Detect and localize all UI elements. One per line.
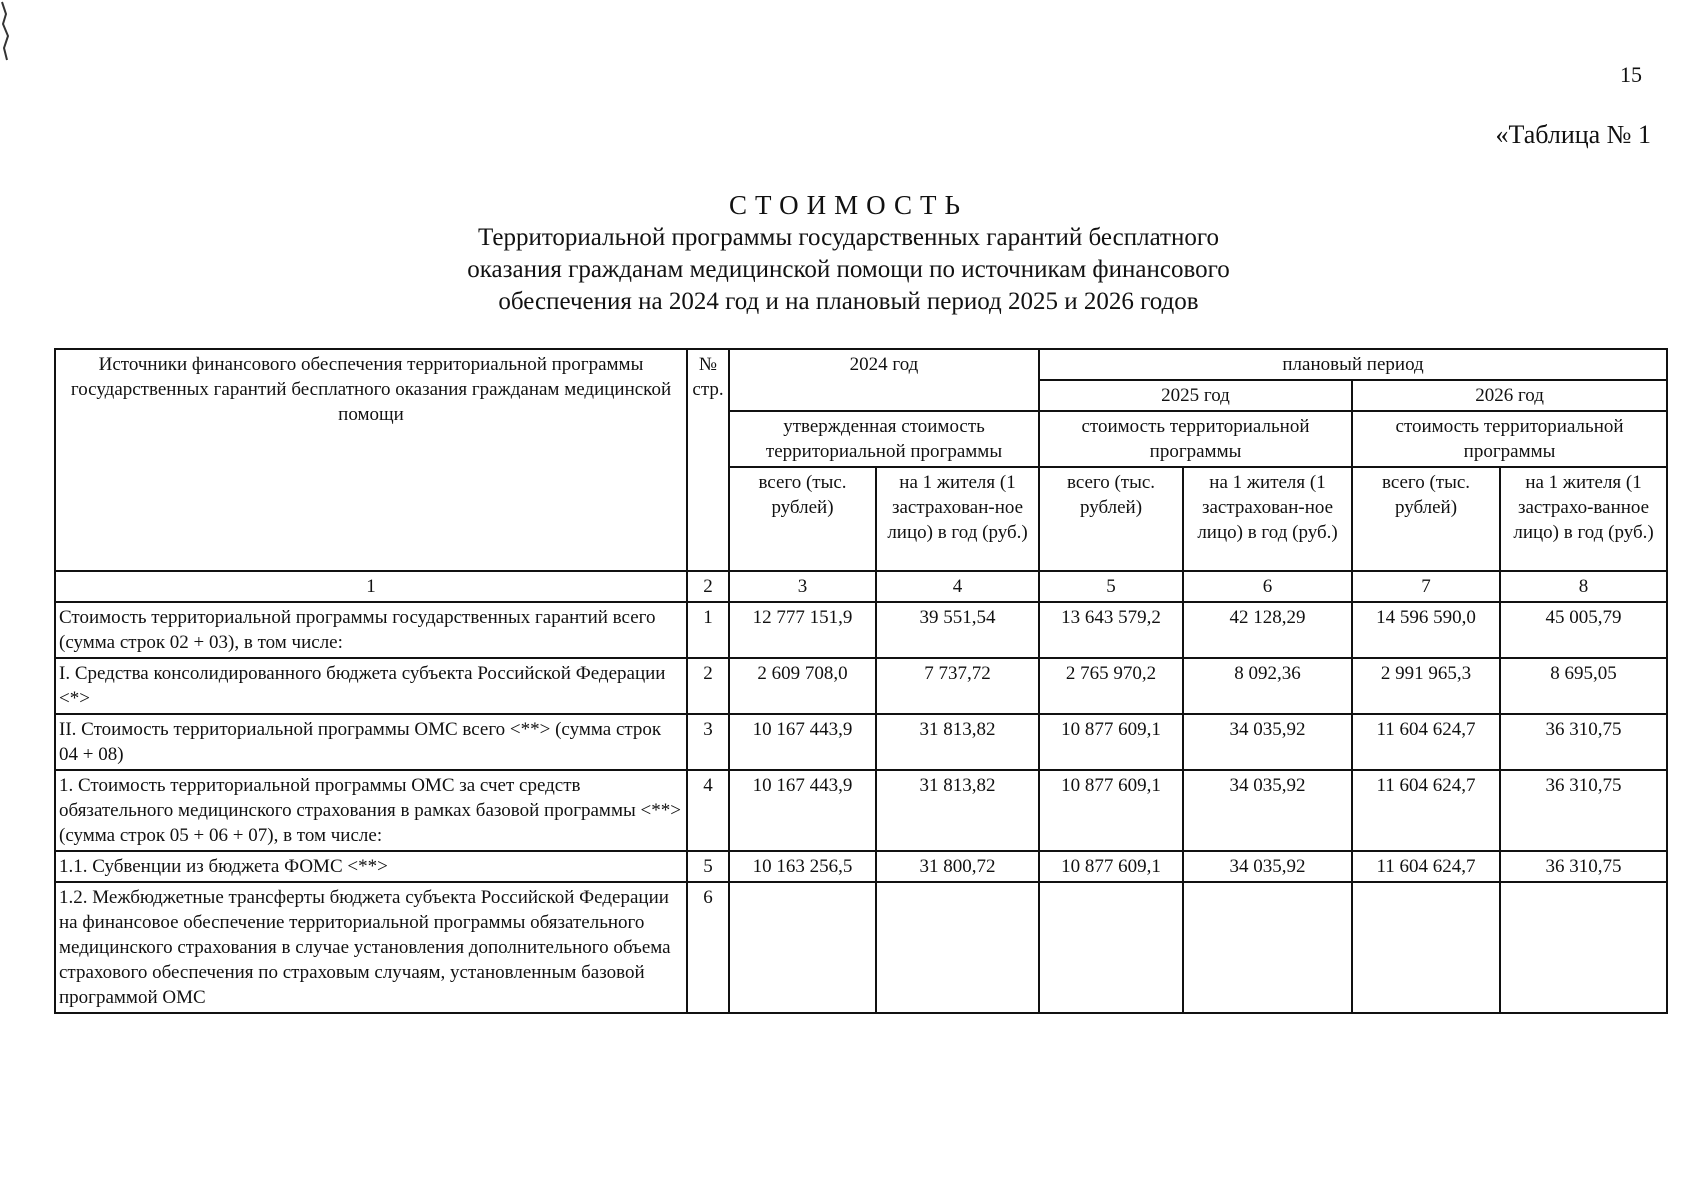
cell-per-capita-2024: 39 551,54 xyxy=(876,602,1039,658)
header-total-2024: всего (тыс. рублей) xyxy=(729,467,876,571)
cell-per-capita-2026 xyxy=(1500,882,1667,1013)
cell-total-2026: 14 596 590,0 xyxy=(1352,602,1500,658)
table-row xyxy=(55,770,1667,851)
cell-total-2026: 11 604 624,7 xyxy=(1352,770,1500,851)
cell-total-2025: 13 643 579,2 xyxy=(1039,602,1183,658)
cell-total-2025 xyxy=(1039,882,1183,1013)
cell-total-2026: 11 604 624,7 xyxy=(1352,714,1500,770)
cell-per-capita-2024: 31 813,82 xyxy=(876,770,1039,851)
row-number: 5 xyxy=(687,851,729,882)
cell-per-capita-2024 xyxy=(876,882,1039,1013)
header-program-cost-2025: стоимость территориальной программы xyxy=(1039,411,1352,467)
subtitle-line: оказания гражданам медицинской помощи по источникам финансового xyxy=(467,256,1230,283)
table-row xyxy=(55,851,1667,882)
table-row xyxy=(55,714,1667,770)
cell-per-capita-2025: 8 092,36 xyxy=(1183,658,1352,714)
row-label: 1.1. Субвенции из бюджета ФОМС <**> xyxy=(55,851,687,882)
document-title: СТОИМОСТЬ xyxy=(729,190,968,220)
table-row xyxy=(55,658,1667,714)
cost-table xyxy=(54,348,1668,1014)
cell-per-capita-2024: 31 813,82 xyxy=(876,714,1039,770)
header-row-number: № стр. xyxy=(687,349,729,571)
cell-total-2025: 10 877 609,1 xyxy=(1039,851,1183,882)
header-per-capita-2026: на 1 жителя (1 застрахо-ванное лицо) в год (руб.) xyxy=(1500,467,1667,571)
cell-total-2024: 10 167 443,9 xyxy=(729,770,876,851)
cell-per-capita-2025: 34 035,92 xyxy=(1183,714,1352,770)
cell-per-capita-2026: 45 005,79 xyxy=(1500,602,1667,658)
cell-per-capita-2025 xyxy=(1183,882,1352,1013)
cell-total-2026 xyxy=(1352,882,1500,1013)
column-number: 7 xyxy=(1352,571,1500,602)
header-total-2025: всего (тыс. рублей) xyxy=(1039,467,1183,571)
column-number: 2 xyxy=(687,571,729,602)
row-number: 6 xyxy=(687,882,729,1013)
cell-total-2026: 11 604 624,7 xyxy=(1352,851,1500,882)
cell-total-2024: 10 167 443,9 xyxy=(729,714,876,770)
header-source: Источники финансового обеспечения территориальной программы государственных гарантий бесплатного оказания гражданам медицинской помощи xyxy=(55,349,687,571)
column-number: 1 xyxy=(55,571,687,602)
header-year-2026: 2026 год xyxy=(1352,380,1667,411)
document-subtitle xyxy=(0,222,1697,318)
column-numbers-row xyxy=(55,571,1667,602)
row-number: 3 xyxy=(687,714,729,770)
scan-artifact xyxy=(0,0,14,70)
cell-per-capita-2025: 42 128,29 xyxy=(1183,602,1352,658)
header-per-capita-2024: на 1 жителя (1 застрахован-ное лицо) в год (руб.) xyxy=(876,467,1039,571)
header-per-capita-2025: на 1 жителя (1 застрахован-ное лицо) в год (руб.) xyxy=(1183,467,1352,571)
table-row xyxy=(55,602,1667,658)
header-year-2025: 2025 год xyxy=(1039,380,1352,411)
cell-per-capita-2025: 34 035,92 xyxy=(1183,851,1352,882)
column-number: 8 xyxy=(1500,571,1667,602)
row-number: 2 xyxy=(687,658,729,714)
header-program-cost-2026: стоимость территориальной программы xyxy=(1352,411,1667,467)
cell-per-capita-2025: 34 035,92 xyxy=(1183,770,1352,851)
cell-total-2025: 2 765 970,2 xyxy=(1039,658,1183,714)
header-planned-period: плановый период xyxy=(1039,349,1667,380)
cell-total-2025: 10 877 609,1 xyxy=(1039,770,1183,851)
cell-per-capita-2024: 31 800,72 xyxy=(876,851,1039,882)
table-caption: «Таблица № 1 xyxy=(1495,120,1651,149)
cell-per-capita-2024: 7 737,72 xyxy=(876,658,1039,714)
row-number: 1 xyxy=(687,602,729,658)
header-row-1 xyxy=(55,349,1667,380)
cell-per-capita-2026: 36 310,75 xyxy=(1500,770,1667,851)
cell-per-capita-2026: 36 310,75 xyxy=(1500,714,1667,770)
header-total-2026: всего (тыс. рублей) xyxy=(1352,467,1500,571)
header-approved-cost: утвержденная стоимость территориальной программы xyxy=(729,411,1039,467)
cell-total-2024: 12 777 151,9 xyxy=(729,602,876,658)
row-number: 4 xyxy=(687,770,729,851)
table-row xyxy=(55,882,1667,1013)
row-label: 1. Стоимость территориальной программы ОМС за счет средств обязательного медицинского страхования в рамках базовой программы <**> (сумма строк 05 + 06 + 07), в том числе: xyxy=(55,770,687,851)
cell-total-2025: 10 877 609,1 xyxy=(1039,714,1183,770)
column-number: 5 xyxy=(1039,571,1183,602)
cell-per-capita-2026: 8 695,05 xyxy=(1500,658,1667,714)
header-year-2024: 2024 год xyxy=(729,349,1039,411)
row-label: 1.2. Межбюджетные трансферты бюджета субъекта Российской Федерации на финансовое обеспечение территориальной программы обязательного медицинского страхования в случае установления дополнительного объема страхового обеспечения по страховым случаям, установленным базовой программой ОМС xyxy=(55,882,687,1013)
subtitle-line: Территориальной программы государственных гарантий бесплатного xyxy=(478,224,1219,251)
page-number: 15 xyxy=(1620,62,1642,87)
cell-total-2026: 2 991 965,3 xyxy=(1352,658,1500,714)
row-label: I. Средства консолидированного бюджета субъекта Российской Федерации <*> xyxy=(55,658,687,714)
cell-total-2024: 2 609 708,0 xyxy=(729,658,876,714)
column-number: 3 xyxy=(729,571,876,602)
column-number: 6 xyxy=(1183,571,1352,602)
row-label: II. Стоимость территориальной программы ОМС всего <**> (сумма строк 04 + 08) xyxy=(55,714,687,770)
cell-per-capita-2026: 36 310,75 xyxy=(1500,851,1667,882)
cell-total-2024 xyxy=(729,882,876,1013)
row-label: Стоимость территориальной программы государственных гарантий всего (сумма строк 02 + 03), в том числе: xyxy=(55,602,687,658)
cell-total-2024: 10 163 256,5 xyxy=(729,851,876,882)
subtitle-line: обеспечения на 2024 год и на плановый период 2025 и 2026 годов xyxy=(498,288,1199,315)
column-number: 4 xyxy=(876,571,1039,602)
